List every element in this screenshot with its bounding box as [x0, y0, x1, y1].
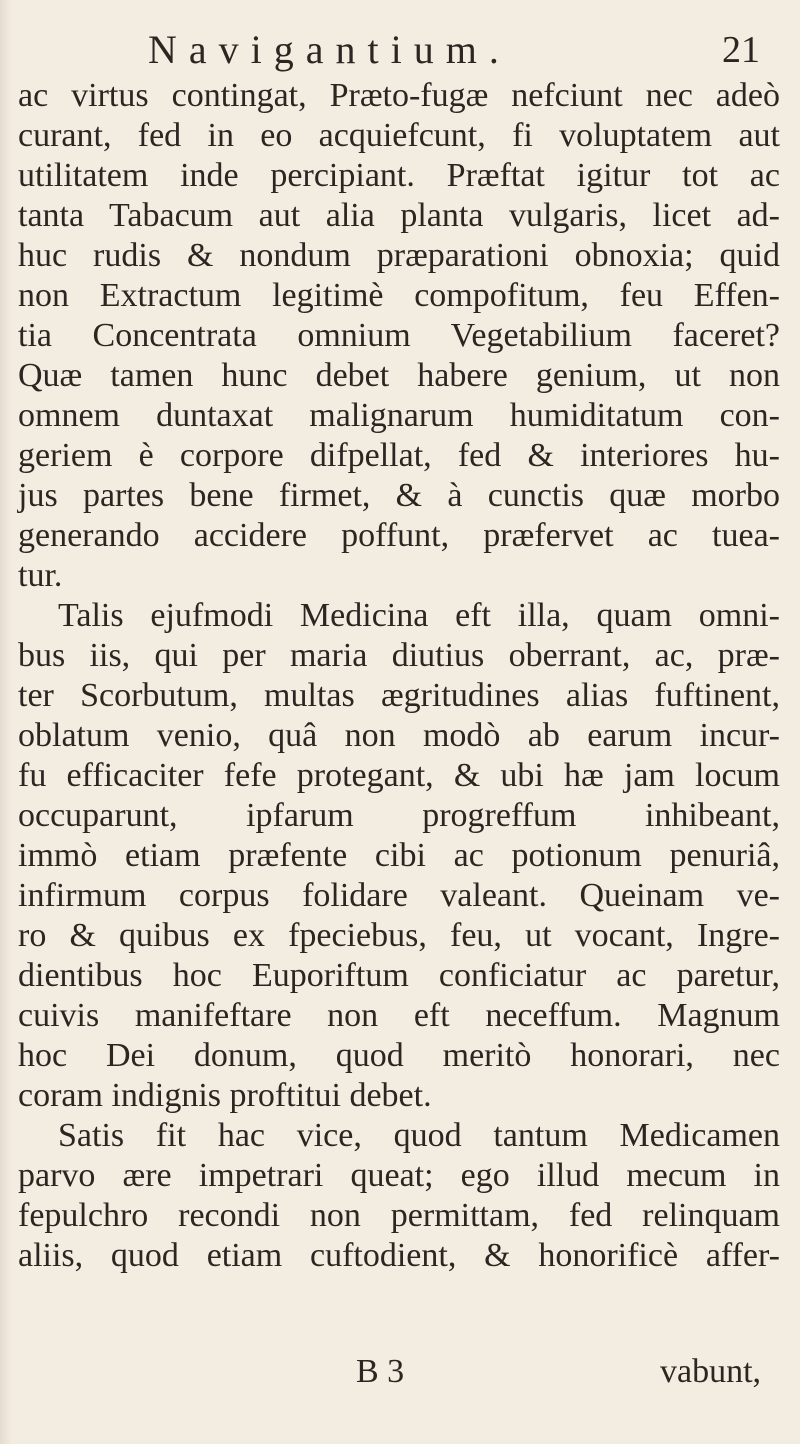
text-line: fepulchro recondi non permittam, fed relinquam: [18, 1197, 780, 1234]
text-line: jus partes bene firmet, & à cunctis quæ morbo: [18, 477, 780, 514]
text-line: tia Concentrata omnium Vegetabilium faceret?: [18, 317, 780, 354]
text-line: hoc Dei donum, quod meritò honorari, nec: [18, 1037, 780, 1074]
signature-mark: B 3: [356, 1353, 405, 1390]
text-line: curant, fed in eo acquiefcunt, fi voluptatem aut: [18, 117, 780, 154]
text-line: occuparunt, ipfarum progreffum inhibeant,: [18, 797, 780, 834]
text-line: parvo ære impetrari queat; ego illud mecum in: [18, 1157, 780, 1194]
running-head: Navigantium.: [148, 27, 511, 72]
text-line: aliis, quod etiam cuftodient, & honorificè affer-: [18, 1237, 780, 1274]
page-number: 21: [722, 29, 760, 71]
text-line: bus iis, qui per maria diutius oberrant, ac, præ-: [18, 637, 780, 674]
catchword: vabunt,: [660, 1353, 762, 1390]
text-line: tanta Tabacum aut alia planta vulgaris, licet ad-: [18, 197, 780, 234]
text-line: ro & quibus ex fpeciebus, feu, ut vocant, Ingre-: [18, 917, 780, 954]
text-line: oblatum venio, quâ non modò ab earum incur-: [18, 717, 780, 754]
text-line: geriem è corpore difpellat, fed & interiores hu-: [18, 437, 780, 474]
text-line: infirmum corpus folidare valeant. Queinam ve-: [18, 877, 780, 914]
text-line: tur.: [18, 557, 63, 594]
text-line: coram indignis proftitui debet.: [18, 1077, 432, 1114]
text-line: utilitatem inde percipiant. Præftat igitur tot ac: [18, 157, 780, 194]
text-line: Quæ tamen hunc debet habere genium, ut non: [18, 357, 780, 394]
text-line: immò etiam præfente cibi ac potionum penuriâ,: [18, 837, 780, 874]
text-line: fu efficaciter fefe protegant, & ubi hæ jam locum: [18, 757, 780, 794]
text-line: ac virtus contingat, Præto-fugæ nefciunt nec adeò: [18, 77, 780, 114]
page-footer: [0, 1352, 800, 1392]
text-line: huc rudis & nondum præparationi obnoxia; quid: [18, 237, 780, 274]
text-line: omnem duntaxat malignarum humiditatum con-: [18, 397, 780, 434]
page-gutter-shadow: [0, 0, 12, 1444]
text-line: dientibus hoc Euporiftum conficiatur ac paretur,: [18, 957, 780, 994]
paragraph-start-line: Satis fit hac vice, quod tantum Medicamen: [58, 1117, 780, 1154]
text-line: non Extractum legitimè compofitum, feu Effen-: [18, 277, 780, 314]
text-line: generando accidere poffunt, præfervet ac tuea-: [18, 517, 780, 554]
page-header: [0, 26, 800, 76]
text-line: cuivis manifeftare non eft neceffum. Magnum: [18, 997, 780, 1034]
paragraph-start-line: Talis ejufmodi Medicina eft illa, quam omni-: [58, 597, 780, 634]
text-line: ter Scorbutum, multas ægritudines alias fuftinent,: [18, 677, 780, 714]
